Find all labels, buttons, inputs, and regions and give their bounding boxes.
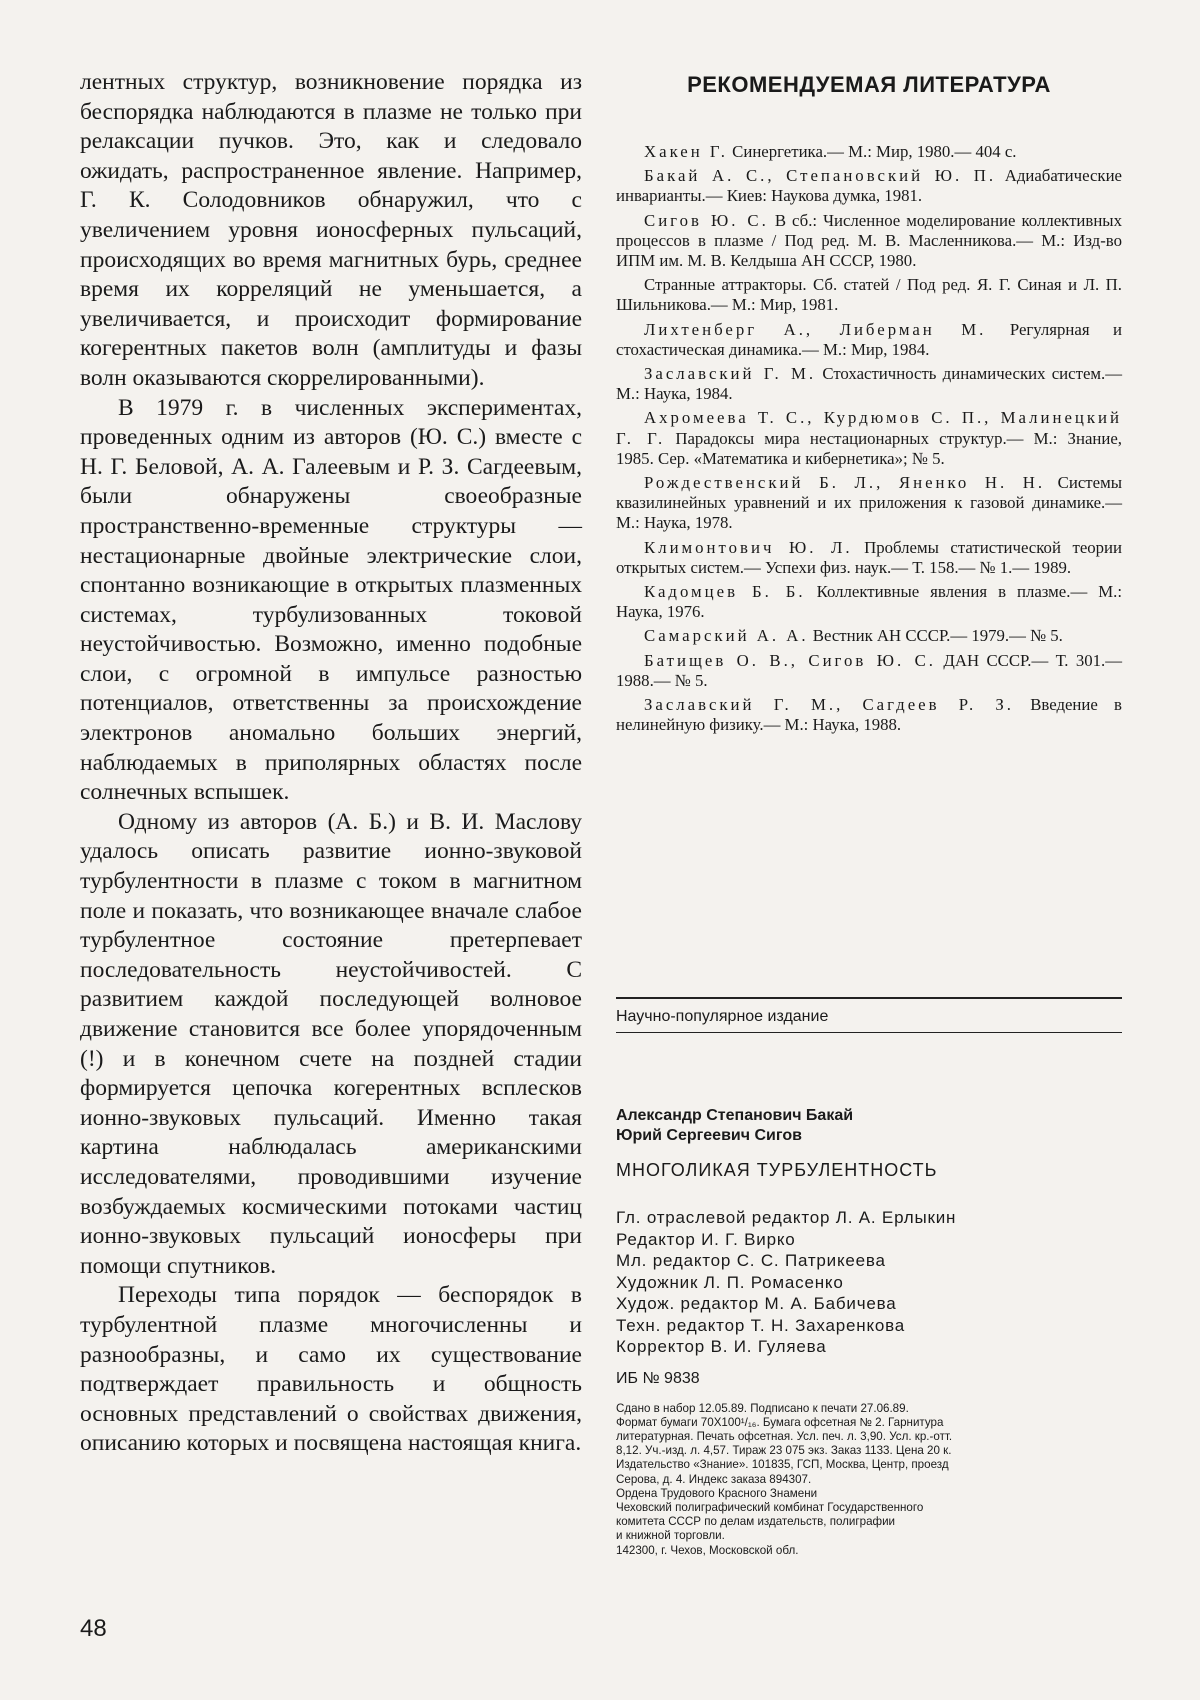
reference-item xyxy=(616,408,1122,469)
colophon-line: Издательство «Знание». 101835, ГСП, Москва, Центр, проезд xyxy=(616,1458,949,1472)
reference-text: Парадоксы мира нестационарных структур.— М.: Знание, 1985. Сер. «Математика и кибернетика»; № 5. xyxy=(616,428,1122,468)
reference-item xyxy=(616,651,1122,691)
reference-text: ДАН СССР.— Т. 301.— 1988.— № 5. xyxy=(616,650,1122,690)
reference-text: Введение в нелинейную физику.— М.: Наука, 1988. xyxy=(616,695,1122,735)
reference-text: Проблемы статистической теории открытых систем.— Успехи физ. наук.— Т. 158.— № 1.— 1989. xyxy=(616,537,1123,577)
reference-text: Адиабатические инварианты.— Киев: Наукова думка, 1981. xyxy=(616,166,1122,206)
reference-author: Кадомцев Б. Б. xyxy=(644,582,806,602)
staff-line: Мл. редактор С. С. Патрикеева xyxy=(616,1251,886,1270)
paragraph-4: Переходы типа порядок — беспорядок в турбулентной плазме многочисленны и разнообразны, и само их существование подтверждает правильность и общность основных представлений о свойствах движения, описанию которых и посвящена настоящая книга. xyxy=(80,1282,582,1457)
reference-item xyxy=(616,582,1122,622)
reference-author: Бакай А. С., Степановский Ю. П. xyxy=(644,166,997,186)
references-heading: РЕКОМЕНДУЕМАЯ ЛИТЕРАТУРА xyxy=(687,72,1051,97)
reference-text: Регулярная и стохастическая динамика.— М.: Мир, 1984. xyxy=(616,319,1122,359)
colophon-line: литературная. Печать офсетная. Усл. печ. л. 3,90. Усл. кр.-отт. xyxy=(616,1429,953,1443)
colophon-line: комитета СССР по делам издательств, полиграфии xyxy=(616,1515,896,1529)
editorial-staff xyxy=(616,1207,1122,1358)
colophon-line: 142300, г. Чехов, Московской обл. xyxy=(616,1543,799,1557)
divider-thin xyxy=(616,1032,1122,1033)
colophon-line: 8,12. Уч.-изд. л. 4,57. Тираж 23 075 экз. Заказ 1133. Цена 20 к. xyxy=(616,1444,952,1458)
reference-item xyxy=(616,695,1122,735)
book-title: МНОГОЛИКАЯ ТУРБУЛЕНТНОСТЬ xyxy=(616,1160,938,1180)
reference-item xyxy=(616,473,1122,534)
reference-item xyxy=(616,538,1122,578)
edition-block xyxy=(616,997,1122,1033)
reference-author: Хакен Г. xyxy=(644,142,728,161)
reference-text: Системы квазилинейных уравнений и их приложения к газовой динамике.— М.: Наука, 1978. xyxy=(616,473,1122,533)
main-text-column xyxy=(80,68,582,1459)
reference-text: Вестник АН СССР.— 1979.— № 5. xyxy=(812,626,1063,646)
reference-author: Ахромеева Т. С., Курдюмов С. П., Малинецкий Г. Г. xyxy=(616,408,1122,448)
reference-item xyxy=(616,320,1122,360)
colophon-line: и книжной торговли. xyxy=(616,1529,725,1543)
reference-author: Батищев О. В., Сигов Ю. С. xyxy=(644,650,936,670)
reference-item xyxy=(616,626,1122,646)
reference-author: Заславский Г. М. xyxy=(644,364,817,384)
reference-item xyxy=(616,142,1122,162)
reference-author: Лихтенберг А., Либерман М. xyxy=(644,319,987,339)
reference-author: Заславский Г. М., Сагдеев Р. З. xyxy=(644,695,1014,715)
reference-author: Самарский А. А. xyxy=(644,626,809,646)
reference-author: Климонтович Ю. Л. xyxy=(644,537,853,557)
reference-text: В сб.: Численное моделирование коллективных процессов в плазме / Под ред. М. В. Масленникова.— М.: Изд-во ИПМ им. М. В. Келдыша АН СССР, 1980. xyxy=(616,210,1122,271)
staff-line: Художник Л. П. Ромасенко xyxy=(616,1272,844,1292)
paragraph-3: Одному из авторов (А. Б.) и В. И. Маслову удалось описать развитие ионно-звуковой турбулентности в плазме с током в магнитном поле и показать, что возникающее вначале слабое турбулентное состояние претерпевает последовательность неустойчивостей. С развитием каждой последующей волновое движение становится все более упорядоченным (!) и в конечном счете на поздней стадии формируется цепочка когерентных всплесков ионно-звуковых пульсаций. Именно такая картина наблюдалась американскими исследователями, проводившими изучение возбуждаемых космическими потоками частиц ионно-звуковых пульсаций ионосферы при помощи спутников. xyxy=(80,808,582,1279)
reference-item xyxy=(616,275,1122,315)
references-section xyxy=(616,72,1122,739)
staff-line: Редактор И. Г. Вирко xyxy=(616,1229,796,1249)
paragraph-1: лентных структур, возникновение порядка из беспорядка наблюдаются в плазме не только при релаксации пучков. Это, как и следовало ожидать, распространенное явление. Например, Г. К. Солодовников обнаружил, что с увеличением уровня ионосферных пульсаций, происходящих во время магнитных бурь, среднее время их корреляций не уменьшается, а увеличивается, и происходит формирование когерентных пакетов волн (амплитуды и фазы волн оказываются скоррелированными). xyxy=(80,69,582,391)
book-authors xyxy=(616,1106,1122,1146)
author-2: Юрий Сергеевич Сигов xyxy=(616,1127,802,1144)
reference-item xyxy=(616,166,1122,206)
staff-line: Гл. отраслевой редактор Л. А. Ерлыкин xyxy=(616,1208,957,1227)
colophon xyxy=(616,1402,1122,1558)
reference-author: Сигов Ю. С. xyxy=(644,210,769,230)
reference-author: Рождественский Б. Л., Яненко Н. Н. xyxy=(644,473,1046,493)
colophon-line: Чеховский полиграфический комбинат Государственного xyxy=(616,1500,924,1514)
reference-item xyxy=(616,364,1122,404)
edition-type: Научно-популярное издание xyxy=(616,1008,829,1025)
colophon-line: Серова, д. 4. Индекс заказа 894307. xyxy=(616,1472,812,1486)
references-list xyxy=(616,142,1122,735)
colophon-line: Сдано в набор 12.05.89. Подписано к печати 27.06.89. xyxy=(616,1401,909,1415)
author-1: Александр Степанович Бакай xyxy=(616,1107,854,1124)
staff-line: Худож. редактор М. А. Бабичева xyxy=(616,1294,897,1313)
divider-thick xyxy=(616,997,1122,999)
reference-text: Синергетика.— М.: Мир, 1980.— 404 с. xyxy=(732,142,1017,161)
reference-text: Стохастичность динамических систем.— М.: Наука, 1984. xyxy=(616,364,1122,404)
reference-text: Коллективные явления в плазме.— М.: Наука, 1976. xyxy=(616,582,1122,622)
reference-item xyxy=(616,211,1122,272)
ib-number: ИБ № 9838 xyxy=(616,1369,700,1387)
staff-line: Техн. редактор Т. Н. Захаренкова xyxy=(616,1315,906,1335)
page-number: 48 xyxy=(80,1615,107,1642)
colophon-line: Ордена Трудового Красного Знамени xyxy=(616,1486,818,1500)
staff-line: Корректор В. И. Гуляева xyxy=(616,1337,827,1356)
colophon-line: Формат бумаги 70Х100¹/₁₆. Бумага офсетная № 2. Гарнитура xyxy=(616,1415,944,1429)
imprint-section xyxy=(616,1106,1122,1558)
reference-text: Странные аттракторы. Сб. статей / Под ред. Я. Г. Синая и Л. П. Шильникова.— М.: Мир, 1981. xyxy=(616,275,1122,315)
paragraph-2: В 1979 г. в численных экспериментах, проведенных одним из авторов (Ю. С.) вместе с Н. Г. Беловой, А. А. Галеевым и Р. З. Сагдеевым, были обнаружены своеобразные пространственно-временные структуры — нестационарные двойные электрические слои, спонтанно возникающие в открытых плазменных системах, турбулизованных токовой неустойчивостью. Возможно, именно подобные слои, с огромной в импульсе разностью потенциалов, ответственны за происхождение электронов аномально больших энергий, наблюдаемых в приполярных областях после солнечных вспышек. xyxy=(80,394,582,806)
